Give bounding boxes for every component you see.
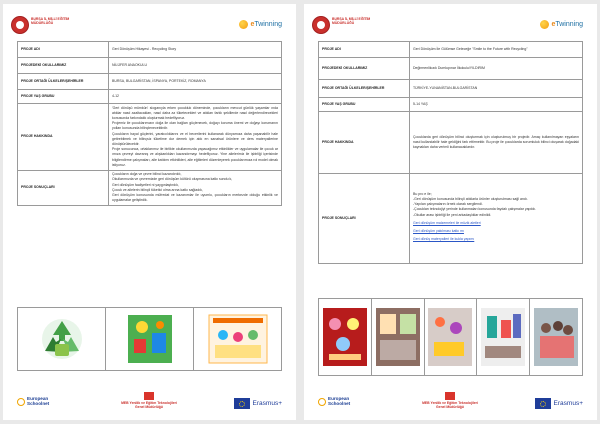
table-row — [319, 80, 583, 98]
project-info-table — [17, 41, 282, 206]
european-schoolnet-icon — [318, 398, 326, 406]
result-line: -Okullar arası işbirliği ile yeni arkadaşlıklar edinildi. — [413, 212, 492, 217]
photo-gallery — [17, 307, 282, 371]
eu-flag-icon — [234, 398, 250, 409]
row-value: 5-14 YAŞ — [410, 98, 583, 112]
about-paragraph: Projemiz ile çocuklarımızın doğa ile olan bağları güçlenecek, doğayı koruma önemi ve doğayı korumanın yolları konusunda bilinçlenecektirdir. — [112, 121, 278, 131]
about-paragraph: Çocukların hayal güçlerini, yaratıcılıklarını ve el becerilerini kullanarak dünyamıza daha yaşanabilir hale getirebilmek ve bilinçsiz tüketime dur demek için atık en sanatsal ürünlere ve ders materyallerine dönüştürülecektir. — [112, 131, 278, 147]
table-row — [18, 74, 282, 90]
row-value: TÜRKİYE-YUNANİSTAN-BULGARİSTAN — [410, 80, 583, 98]
page-header — [3, 12, 296, 36]
european-schoolnet-logo — [318, 396, 360, 414]
result-link-recycling[interactable]: Geri dönüşüm yakılması katkı mı — [413, 228, 464, 233]
eu-flag-icon — [535, 398, 551, 409]
table-row — [18, 42, 282, 58]
etwinning-logo — [540, 18, 583, 30]
etwinning-logo — [239, 18, 282, 30]
row-label: PROJE ORTAĞI ÜLKELER/ŞEHİRLER — [319, 80, 410, 98]
row-value: Değirmenlikızık Dumlupınar İlkokulu/YILDIRIM — [410, 58, 583, 80]
results-intro: Bu pro e ile; — [413, 191, 432, 196]
row-value: Geri Dönüşüm İle Gülümse Geleceğe "Smile to the Future with Recycling" — [410, 42, 583, 58]
yegitek-logo — [119, 391, 179, 409]
row-label: PROJE ADI — [319, 42, 410, 58]
recycling-poster-image — [18, 308, 106, 370]
etwinning-prefix: e — [250, 20, 255, 28]
row-label: PROJE HAKKINDA — [18, 104, 109, 171]
table-row — [18, 90, 282, 104]
row-value: 4-12 — [109, 90, 282, 104]
result-line: -Yapılan çalışmaların örnek olarak sergilendi. — [413, 202, 483, 207]
result-link-puppet-making[interactable]: Geri dönüş materyalleri ile kukla yapımı — [413, 237, 475, 242]
about-paragraph: Proje sonucunca, ortaklarımız ile birlikte okullarımızda yapacağımız etkinlikler ve uygulamalar ile çocuk ar ımıza çevreyi davranış ve alışkanlıkları kazandırmayı hedefliyoruz. Yine ailelerimiz ile işbirliği içerisinde bilgilendirme çalışmaları, aile katılımı etkinlikleri, aile eğitimleri düzenleyerek çocuklarımıza rol model olmak istiyoruz. — [112, 147, 278, 167]
etwinning-name: Twinning — [555, 20, 583, 28]
european-schoolnet-icon — [17, 398, 25, 406]
recycling-story-cover-image — [194, 308, 281, 370]
page-footer — [3, 390, 296, 418]
result-line: -Geri dönüşüm konusunda bilinçli atıklarla ürünler oluşturulması sağl andı. — [413, 196, 528, 201]
result-line: Geri dönüşüm konusunda müfredat ve kazanımlar ile uyumlu, çocukların merkezde olduğu etkinlik ve uygulamalar geliştirdik. — [112, 193, 278, 203]
row-value: BURSA, BULGARİSTAN, İSPANYA, PORTEKİZ, ROMANYA — [109, 74, 282, 90]
table-row — [18, 170, 282, 205]
yegitek-icon — [443, 391, 457, 401]
about-text — [109, 104, 282, 171]
etwinning-star-icon — [540, 20, 549, 29]
results-text — [410, 174, 583, 264]
page-header — [304, 12, 597, 36]
european-schoolnet-text: European Schoolnet — [27, 396, 50, 407]
yegitek-logo — [420, 391, 480, 409]
row-label: PROJE ADI — [18, 42, 109, 58]
classroom-activity-image — [372, 299, 425, 375]
table-row — [18, 58, 282, 74]
row-label: PROJE YAŞ GRUBU — [319, 98, 410, 112]
ministry-name: BURSA İL MİLLİ EĞİTİM MÜDÜRLÜĞÜ — [31, 17, 70, 26]
children-group-image — [530, 299, 582, 375]
row-label: PROJEDEKİ OKULLARIMIZ — [319, 58, 410, 80]
result-line: Çocuk ve ailelerin bilinçli tüketici olma arına katkı sağladık, — [112, 187, 203, 192]
row-label: PROJE YAŞ GRUBU — [18, 90, 109, 104]
etwinning-star-icon — [239, 20, 248, 29]
erasmus-text: Erasmus+ — [553, 400, 583, 407]
result-line: Çocukların doğa ve çevre bilinci kazandırıldı, — [112, 172, 182, 177]
table-row — [319, 58, 583, 80]
yegitek-text: MEB Yenilik ve Eğitim Teknolojileri Genel Müdürlüğü — [422, 401, 478, 409]
results-text — [109, 170, 282, 205]
result-link-music-instruments[interactable]: Geri dönüşüm malzemeleri ile müzik aletleri — [413, 220, 481, 225]
ministry-name: BURSA İL MİLLİ EĞİTİM MÜDÜRLÜĞÜ — [332, 17, 371, 26]
row-label: PROJE HAKKINDA — [319, 112, 410, 174]
page-footer — [304, 390, 597, 418]
yegitek-icon — [142, 391, 156, 401]
document-page-right — [304, 4, 597, 420]
table-row — [319, 98, 583, 112]
row-label: PROJE SONUÇLARI — [18, 170, 109, 205]
about-paragraph: 'Geri dönüşü mümkün' sloganıyla erken çocukluk döneminde, çocukların mevcut günlük yaşamlar ında atıklar nasıl azaltacakları, nasıl daha az tüketecekleri ve atıkları farklı şekillerde nasıl değerlendirecekleri konusunda farkındalık oluşturmak hedefliyoruz. — [112, 105, 278, 120]
etwinning-prefix: e — [551, 20, 556, 28]
row-value: Geri Dönüşüm Hikayesi - Recycling Story — [109, 42, 282, 58]
erasmus-logo — [535, 398, 583, 409]
about-text: Çocuklarda geri dönüşüm bilinci oluşturmak için oluşturulmuş bir projedir. Amaç kullanılmayan eşyaların nasıl kullanılabilir hale geldiğini fark ettirmektir. Bu proje ile çocuklarda sorumluluk bilinci oluşarak doğadaki kaynakları daha verimli kullanacaklardır. — [410, 112, 583, 174]
table-row — [319, 42, 583, 58]
yegitek-text: MEB Yenilik ve Eğitim Teknolojileri Genel Müdürlüğü — [121, 401, 177, 409]
european-schoolnet-logo — [17, 396, 59, 414]
result-line: Okullarımızda ve çevremizde geri dönüşüm kültürü oluşmasına katkı sundu k, — [112, 177, 233, 182]
kids-artwork-image — [106, 308, 194, 370]
table-row — [18, 104, 282, 171]
meb-logo-icon — [11, 16, 29, 34]
erasmus-text: Erasmus+ — [252, 400, 282, 407]
etwinning-name: Twinning — [254, 20, 282, 28]
document-page-left — [3, 4, 296, 420]
row-label: PROJEDEKİ OKULLARIMIZ — [18, 58, 109, 74]
toy-display-image — [319, 299, 372, 375]
row-label: PROJE SONUÇLARI — [319, 174, 410, 264]
european-schoolnet-text: European Schoolnet — [328, 396, 351, 407]
crafts-on-table-image — [425, 299, 478, 375]
photo-gallery — [318, 298, 583, 376]
meb-logo-icon — [312, 16, 330, 34]
table-row — [319, 112, 583, 174]
result-line: Geri dönüşüm faaliyetleri ni yaygınlaştırdık, — [112, 182, 179, 187]
table-row — [319, 174, 583, 264]
recycled-items-image — [477, 299, 530, 375]
row-value: NİLÜFER ANAOKULU — [109, 58, 282, 74]
project-info-table — [318, 41, 583, 264]
erasmus-logo — [234, 398, 282, 409]
row-label: PROJE ORTAĞI ÜLKELER/ŞEHİRLER — [18, 74, 109, 90]
result-line: -Çocukları teknolojiyi yerinde kullanmaları konusunda faydalı çalışmalar yapıldı. — [413, 207, 537, 212]
